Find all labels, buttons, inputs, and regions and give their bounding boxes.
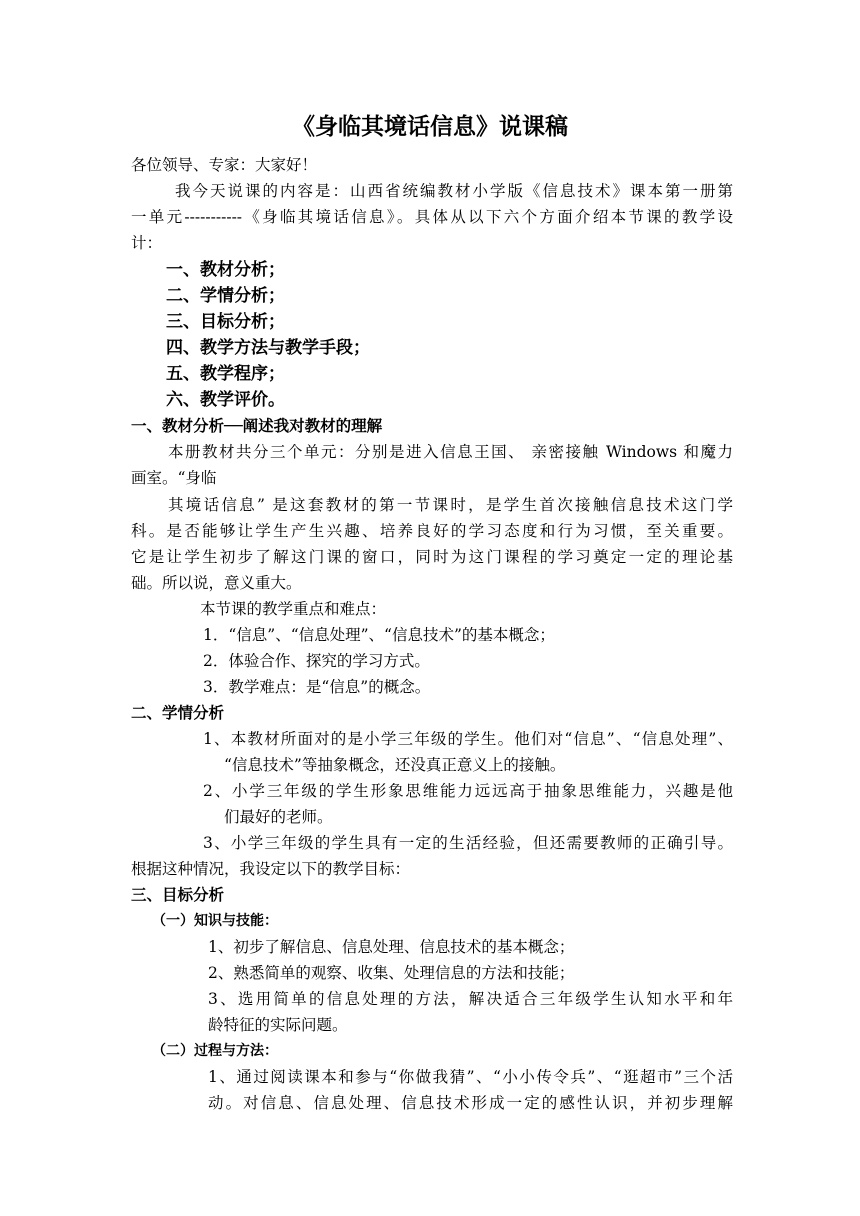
section-heading: 一、教材分析──阐述我对教材的理解: [131, 417, 383, 435]
list-item: 1、本教材所面对的是小学三年级的学生。他们对“信息”、“信息处理”、: [203, 730, 733, 748]
key-points-title: 本节课的教学重点和难点：: [200, 600, 387, 618]
list-item: 1、初步了解信息、信息处理、信息技术的基本概念；: [208, 938, 575, 956]
paragraph-line: 科。是否能够让学生产生兴趣、培养良好的学习态度和行为习惯，至关重要。: [131, 522, 733, 540]
list-item: 根据这种情况，我设定以下的教学目标：: [131, 860, 411, 878]
list-item: 3、小学三年级的学生具有一定的生活经验，但还需要教师的正确引导。: [203, 834, 733, 852]
toc-item: 五、教学程序；: [166, 364, 285, 384]
document-title: 《身临其境话信息》说课稿: [292, 114, 568, 140]
paragraph-line: 础。所以说，意义重大。: [131, 574, 302, 592]
intro-line: 计：: [131, 234, 163, 252]
section-heading: 二、学情分析: [131, 704, 225, 722]
toc-item: 六、教学评价。: [166, 390, 285, 410]
toc-item: 三、目标分析；: [166, 312, 285, 332]
list-item: 3、选用简单的信息处理的方法，解决适合三年级学生认知水平和年: [208, 990, 733, 1008]
list-item: 动。对信息、信息处理、信息技术形成一定的感性认识，并初步理解: [208, 1094, 733, 1112]
paragraph-line: 画室。“身临: [131, 469, 217, 487]
section-heading: 三、目标分析: [131, 886, 225, 904]
subsection-heading: （一）知识与技能：: [152, 913, 278, 929]
key-point: 3．教学难点：是“信息”的概念。: [203, 678, 431, 696]
list-item: 2、熟悉简单的观察、收集、处理信息的方法和技能；: [208, 964, 575, 982]
greeting: 各位领导、专家：大家好！: [131, 156, 318, 174]
paragraph-line: 其境话信息” 是这套教材的第一节课时，是学生首次接触信息技术这门学: [168, 496, 733, 514]
key-point: 1．“信息”、“信息处理”、“信息技术”的基本概念；: [203, 626, 555, 644]
toc-item: 四、教学方法与教学手段；: [166, 338, 370, 358]
intro-line: 我今天说课的内容是：山西省统编教材小学版《信息技术》课本第一册第: [175, 182, 733, 200]
list-item: “信息技术”等抽象概念，还没真正意义上的接触。: [224, 756, 566, 774]
intro-line: 一单元-----------《身临其境话信息》。具体从以下六个方面介绍本节课的教学设: [131, 208, 733, 226]
toc-item: 一、教材分析；: [166, 260, 285, 280]
toc-item: 二、学情分析；: [166, 286, 285, 306]
list-item: 2、小学三年级的学生形象思维能力远远高于抽象思维能力，兴趣是他: [203, 782, 733, 800]
subsection-heading: （二）过程与方法：: [152, 1043, 278, 1059]
list-item: 龄特征的实际问题。: [208, 1016, 348, 1034]
paragraph-line: 它是让学生初步了解这门课的窗口，同时为这门课程的学习奠定一定的理论基: [131, 548, 733, 566]
list-item: 1、通过阅读课本和参与“你做我猜”、“小小传令兵”、“逛超市”三个活: [208, 1068, 733, 1086]
key-point: 2．体验合作、探究的学习方式。: [203, 652, 430, 670]
list-item: 们最好的老师。: [224, 808, 333, 826]
paragraph-line: 本册教材共分三个单元：分别是进入信息王国、 亲密接触 Windows 和魔力: [168, 443, 733, 461]
